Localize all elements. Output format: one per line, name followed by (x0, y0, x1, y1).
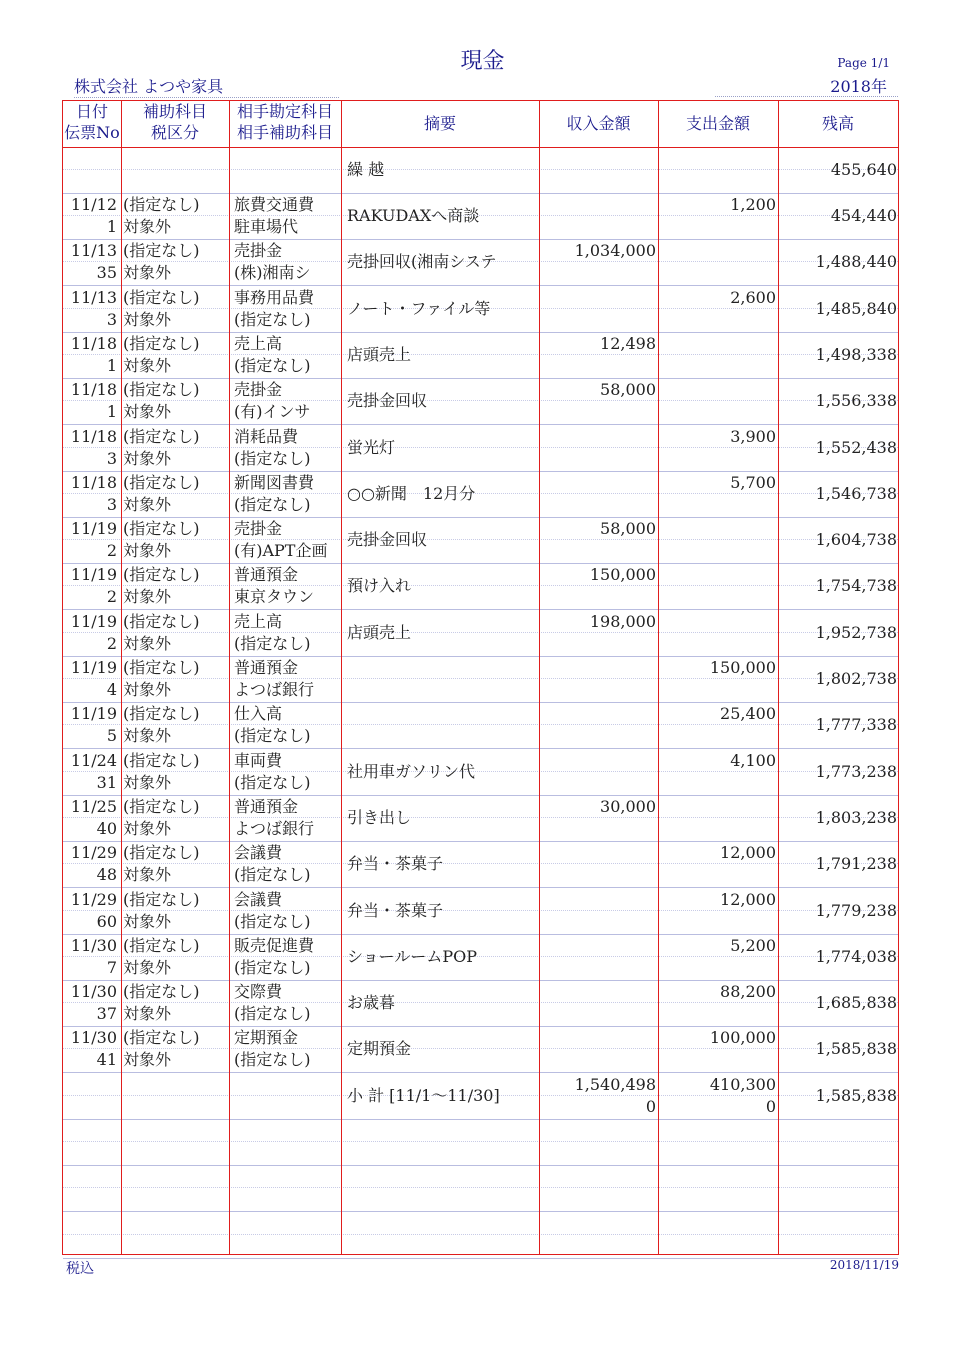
expense-amount: 5,200 (730, 935, 776, 955)
description: 売掛回収(湘南システ (347, 252, 497, 272)
column-divider (778, 101, 779, 1254)
slip-number: 7 (106, 957, 117, 977)
counter-account: 交際費 (234, 982, 283, 1002)
tax-category: 対象外 (123, 633, 172, 653)
table-row (63, 239, 898, 286)
table-row (63, 934, 898, 981)
header-date: 日付 (75, 102, 108, 121)
subtotal-expense-tax: 0 (765, 1096, 776, 1116)
tax-category: 対象外 (123, 402, 172, 422)
counter-sub-account: (指定なし) (234, 1004, 311, 1024)
balance: 1,585,838 (815, 1039, 897, 1059)
row-divider (63, 1187, 898, 1188)
entry-date: 11/19 (70, 565, 117, 585)
tax-category: 対象外 (123, 1004, 172, 1024)
table-row (63, 888, 898, 935)
page-title: 現金 (460, 49, 505, 74)
slip-number: 5 (106, 726, 117, 746)
counter-account: 普通預金 (234, 796, 299, 816)
counter-sub-account: (指定なし) (234, 957, 311, 977)
empty-row (63, 1119, 898, 1166)
header-memo: 摘要 (423, 114, 456, 133)
counter-account: 消耗品費 (234, 426, 299, 446)
description: 店頭売上 (347, 344, 412, 364)
income-amount: 58,000 (600, 519, 656, 539)
description: 店頭売上 (347, 622, 412, 642)
description: ショールームPOP (347, 946, 478, 966)
table-row (63, 378, 898, 425)
description: 売掛金回収 (347, 391, 428, 411)
table-row (63, 702, 898, 749)
income-amount: 58,000 (600, 380, 656, 400)
slip-number: 3 (106, 494, 117, 514)
subtotal-income-tax: 0 (645, 1096, 656, 1116)
table-row (63, 425, 898, 472)
header-tax: 税区分 (150, 123, 199, 142)
counter-account: 会議費 (234, 843, 283, 863)
header-slip: 伝票No (64, 123, 120, 142)
header-acct: 相手勘定科目 (236, 102, 333, 121)
slip-number: 31 (96, 772, 117, 792)
expense-amount: 5,700 (730, 472, 776, 492)
description: RAKUDAXへ商談 (347, 206, 480, 225)
slip-number: 1 (106, 355, 117, 375)
tax-category: 対象外 (123, 494, 172, 514)
entry-date: 11/13 (70, 287, 117, 307)
counter-account: 売上高 (234, 333, 283, 353)
balance: 1,498,338 (815, 344, 897, 364)
balance: 1,556,338 (815, 391, 897, 411)
table-row (63, 749, 898, 796)
income-amount: 30,000 (600, 796, 656, 816)
slip-number: 60 (96, 911, 117, 931)
fiscal-year: 2018年 (830, 77, 887, 96)
balance: 1,803,238 (815, 807, 897, 827)
counter-sub-account: (有)インサ (234, 402, 311, 422)
header-row (63, 101, 898, 148)
entry-date: 11/18 (70, 380, 117, 400)
description: 預け入れ (347, 576, 412, 596)
sub-account: (指定なし) (123, 889, 200, 909)
counter-sub-account: (指定なし) (234, 911, 311, 931)
income-amount: 198,000 (589, 611, 656, 631)
expense-amount: 2,600 (730, 287, 776, 307)
balance: 1,546,738 (815, 483, 897, 503)
counter-sub-account: (指定なし) (234, 355, 311, 375)
subtotal-income: 1,540,498 (574, 1074, 656, 1094)
tax-basis: 税込 (66, 1261, 94, 1277)
entry-date: 11/30 (70, 982, 117, 1002)
slip-number: 1 (106, 402, 117, 422)
subtotal-label: 小 計 [11/1～11/30] (347, 1085, 500, 1105)
expense-amount: 1,200 (730, 195, 776, 214)
header-sub: 補助科目 (142, 102, 207, 121)
counter-sub-account: (指定なし) (234, 448, 311, 468)
entry-date: 11/19 (70, 658, 117, 677)
company-name: 株式会社 よつや家具 (74, 74, 339, 98)
counter-account: 定期預金 (234, 1028, 299, 1048)
balance: 1,754,738 (815, 576, 897, 596)
entry-date: 11/29 (70, 843, 117, 863)
slip-number: 40 (96, 818, 117, 838)
tax-category: 対象外 (123, 448, 172, 468)
entry-date: 11/25 (70, 796, 117, 816)
counter-account: 普通預金 (234, 658, 299, 677)
income-amount: 1,034,000 (574, 241, 656, 261)
tax-category: 対象外 (123, 818, 172, 838)
balance: 1,552,438 (815, 437, 897, 457)
column-divider (539, 101, 540, 1254)
header-sub-tax (121, 101, 229, 147)
counter-account: 会議費 (234, 889, 283, 909)
slip-number: 48 (96, 865, 117, 885)
sub-account: (指定なし) (123, 843, 200, 863)
column-divider (121, 101, 122, 1254)
balance: 1,773,238 (815, 761, 897, 781)
entry-date: 11/19 (70, 704, 117, 724)
tax-category: 対象外 (123, 541, 172, 561)
sub-account: (指定なし) (123, 1028, 200, 1048)
counter-sub-account: (指定なし) (234, 1050, 311, 1070)
slip-number: 2 (106, 633, 117, 653)
column-divider (341, 101, 342, 1254)
slip-number: 2 (106, 587, 117, 607)
slip-number: 3 (106, 448, 117, 468)
counter-account: 売掛金 (234, 380, 283, 400)
counter-account: 普通預金 (234, 565, 299, 585)
counter-sub-account: (有)APT企画 (234, 541, 328, 561)
sub-account: (指定なし) (123, 565, 200, 585)
row-divider (63, 1141, 898, 1142)
counter-account: 売掛金 (234, 241, 283, 261)
sub-account: (指定なし) (123, 241, 200, 261)
description: ○○新聞 12月分 (347, 483, 476, 503)
tax-category: 対象外 (123, 911, 172, 931)
counter-account: 事務用品費 (234, 287, 315, 307)
description: ノート・ファイル等 (347, 298, 491, 318)
sub-account: (指定なし) (123, 935, 200, 955)
expense-amount: 100,000 (709, 1028, 776, 1048)
entry-date: 11/18 (70, 472, 117, 492)
description: 定期預金 (347, 1039, 412, 1059)
sub-account: (指定なし) (123, 750, 200, 770)
sub-account: (指定なし) (123, 658, 200, 677)
carry-label: 繰 越 (347, 160, 385, 179)
entry-date: 11/30 (70, 935, 117, 955)
income-amount: 150,000 (589, 565, 656, 585)
counter-account: 売上高 (234, 611, 283, 631)
counter-sub-account: よつば銀行 (234, 818, 315, 838)
header-date-slip (63, 101, 121, 147)
carry-balance: 455,640 (830, 160, 897, 179)
expense-amount: 4,100 (730, 750, 776, 770)
tax-category: 対象外 (123, 309, 172, 329)
counter-sub-account: 東京タウン (234, 587, 315, 607)
description: 蛍光灯 (347, 437, 396, 457)
counter-account: 新聞図書費 (234, 472, 315, 492)
description: 弁当・茶菓子 (347, 854, 444, 874)
counter-sub-account: (指定なし) (234, 494, 311, 514)
slip-number: 35 (96, 263, 117, 283)
table-row (63, 471, 898, 518)
sub-account: (指定なし) (123, 982, 200, 1002)
slip-number: 3 (106, 309, 117, 329)
counter-sub-account: よつば銀行 (234, 680, 315, 699)
counter-account: 車両費 (234, 750, 283, 770)
counter-account: 売掛金 (234, 519, 283, 539)
table-row (63, 332, 898, 379)
column-divider (229, 101, 230, 1254)
tax-category: 対象外 (123, 957, 172, 977)
balance: 1,488,440 (815, 252, 897, 272)
tax-category: 対象外 (123, 355, 172, 375)
counter-sub-account: 駐車場代 (234, 217, 299, 236)
table-row (63, 795, 898, 842)
row-divider (63, 1234, 898, 1235)
sub-account: (指定なし) (123, 519, 200, 539)
counter-sub-account: (指定なし) (234, 772, 311, 792)
entry-date: 11/19 (70, 519, 117, 539)
page-number: Page 1/1 (837, 56, 890, 70)
entry-date: 11/24 (70, 750, 117, 770)
tax-category: 対象外 (123, 1050, 172, 1070)
entry-date: 11/19 (70, 611, 117, 631)
row-divider (63, 169, 898, 170)
description: 引き出し (347, 807, 412, 827)
description: 売掛金回収 (347, 530, 428, 550)
header-acct2: 相手補助科目 (236, 123, 333, 142)
entry-date: 11/13 (70, 241, 117, 261)
subtotal-balance: 1,585,838 (815, 1085, 897, 1105)
tax-category: 対象外 (123, 865, 172, 885)
slip-number: 1 (106, 217, 117, 236)
header-account (229, 101, 341, 147)
balance: 1,604,738 (815, 530, 897, 550)
counter-account: 販売促進費 (234, 935, 315, 955)
expense-amount: 150,000 (709, 658, 776, 677)
ledger-table (62, 100, 899, 1255)
entry-date: 11/18 (70, 426, 117, 446)
slip-number: 37 (96, 1004, 117, 1024)
header-income: 収入金額 (566, 114, 631, 133)
counter-sub-account: (指定なし) (234, 633, 311, 653)
counter-account: 旅費交通費 (234, 195, 315, 214)
table-row (63, 980, 898, 1027)
description: 社用車ガソリン代 (347, 761, 476, 781)
tax-category: 対象外 (123, 772, 172, 792)
header-expense: 支出金額 (685, 114, 750, 133)
expense-amount: 12,000 (720, 843, 776, 863)
counter-sub-account: (指定なし) (234, 865, 311, 885)
balance: 454,440 (830, 206, 897, 225)
header-balance: 残高 (821, 114, 854, 133)
sub-account: (指定なし) (123, 333, 200, 353)
balance: 1,791,238 (815, 854, 897, 874)
balance: 1,802,738 (815, 669, 897, 688)
table-row (63, 286, 898, 333)
sub-account: (指定なし) (123, 704, 200, 724)
entry-date: 11/29 (70, 889, 117, 909)
empty-row (63, 1165, 898, 1212)
column-divider (658, 101, 659, 1254)
empty-row (63, 1212, 898, 1259)
counter-account: 仕入高 (234, 704, 283, 724)
balance: 1,685,838 (815, 993, 897, 1013)
expense-amount: 25,400 (720, 704, 776, 724)
table-row (63, 656, 898, 703)
entry-date: 11/30 (70, 1028, 117, 1048)
sub-account: (指定なし) (123, 380, 200, 400)
entry-date: 11/18 (70, 333, 117, 353)
slip-number: 41 (96, 1050, 117, 1070)
tax-category: 対象外 (123, 587, 172, 607)
description: お歳暮 (347, 993, 396, 1013)
print-date: 2018/11/19 (829, 1258, 899, 1272)
table-row (63, 841, 898, 888)
balance: 1,952,738 (815, 622, 897, 642)
year-underline (715, 96, 898, 97)
table-row (63, 610, 898, 657)
tax-category: 対象外 (123, 726, 172, 746)
slip-number: 2 (106, 541, 117, 561)
counter-sub-account: (指定なし) (234, 309, 311, 329)
sub-account: (指定なし) (123, 426, 200, 446)
table-row (63, 193, 898, 240)
expense-amount: 3,900 (730, 426, 776, 446)
sub-account: (指定なし) (123, 195, 200, 214)
tax-category: 対象外 (123, 217, 172, 236)
slip-number: 4 (106, 680, 117, 699)
counter-sub-account: (株)湘南シ (234, 263, 311, 283)
balance: 1,779,238 (815, 900, 897, 920)
income-amount: 12,498 (600, 333, 656, 353)
carry-forward-row (63, 147, 898, 194)
sub-account: (指定なし) (123, 472, 200, 492)
table-row (63, 517, 898, 564)
description: 弁当・茶菓子 (347, 900, 444, 920)
tax-category: 対象外 (123, 263, 172, 283)
tax-category: 対象外 (123, 680, 172, 699)
sub-account: (指定なし) (123, 796, 200, 816)
counter-sub-account: (指定なし) (234, 726, 311, 746)
table-row (63, 1026, 898, 1073)
expense-amount: 12,000 (720, 889, 776, 909)
balance: 1,774,038 (815, 946, 897, 966)
entry-date: 11/12 (70, 195, 117, 214)
subtotal-expense: 410,300 (709, 1074, 776, 1094)
sub-account: (指定なし) (123, 287, 200, 307)
expense-amount: 88,200 (720, 982, 776, 1002)
balance: 1,777,338 (815, 715, 897, 735)
table-row (63, 563, 898, 610)
subtotal-row (63, 1073, 898, 1120)
sub-account: (指定なし) (123, 611, 200, 631)
balance: 1,485,840 (815, 298, 897, 318)
